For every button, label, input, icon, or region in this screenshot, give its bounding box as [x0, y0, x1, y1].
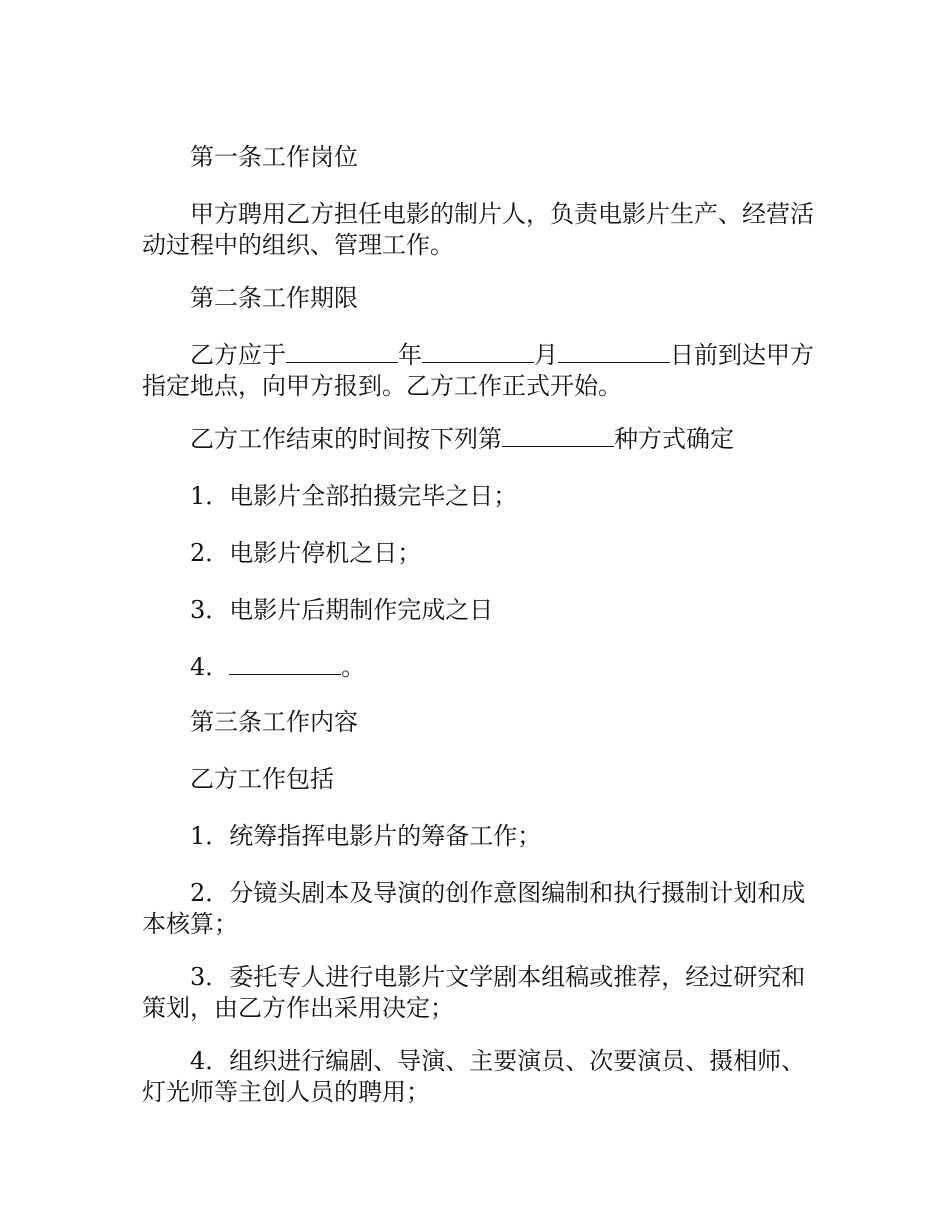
- work-item-3: 3．委托专人进行电影片文学剧本组稿或推荐，经过研究和策划，由乙方作出采用决定；: [142, 963, 806, 1022]
- day-blank: [558, 340, 670, 363]
- end-method-paragraph: [142, 424, 822, 455]
- work-item-1: 1．统筹指挥电影片的筹备工作；: [190, 822, 542, 850]
- year-blank: [286, 340, 398, 363]
- month-label: 月: [534, 341, 558, 369]
- article-3-heading: 第三条工作内容: [190, 708, 358, 736]
- end-option-4: [142, 652, 822, 683]
- work-item-2: 2．分镜头剧本及导演的创作意图编制和执行摄制计划和成本核算；: [142, 879, 806, 938]
- end-option-4-period: 。: [341, 653, 366, 681]
- end-option-1: 1．电影片全部拍摄完毕之日；: [190, 482, 518, 510]
- method-number-blank: [502, 424, 614, 447]
- work-item-4: 4．组织进行编剧、导演、主要演员、次要演员、摄相师、灯光师等主创人员的聘用；: [142, 1047, 806, 1106]
- article-2-heading: 第二条工作期限: [190, 284, 358, 312]
- report-date-suffix: 日前到达甲方指定地点，向甲方报到。乙方工作正式开始。: [142, 341, 814, 400]
- month-blank: [422, 340, 534, 363]
- article-1-body: 甲方聘用乙方担任电影的制片人，负责电影片生产、经营活动过程中的组织、管理工作。: [142, 200, 814, 259]
- end-option-2: 2．电影片停机之日；: [190, 539, 422, 567]
- report-date-prefix: 乙方应于: [190, 341, 286, 369]
- end-method-prefix: 乙方工作结束的时间按下列第: [190, 425, 502, 453]
- end-option-4-blank: [229, 652, 341, 675]
- end-method-suffix: 种方式确定: [614, 425, 734, 453]
- year-label: 年: [398, 341, 422, 369]
- work-includes-label: 乙方工作包括: [190, 765, 334, 793]
- report-date-paragraph: [142, 340, 822, 402]
- article-1-heading: 第一条工作岗位: [190, 143, 358, 171]
- end-option-4-number: 4．: [190, 653, 230, 681]
- end-option-3: 3．电影片后期制作完成之日: [190, 596, 494, 624]
